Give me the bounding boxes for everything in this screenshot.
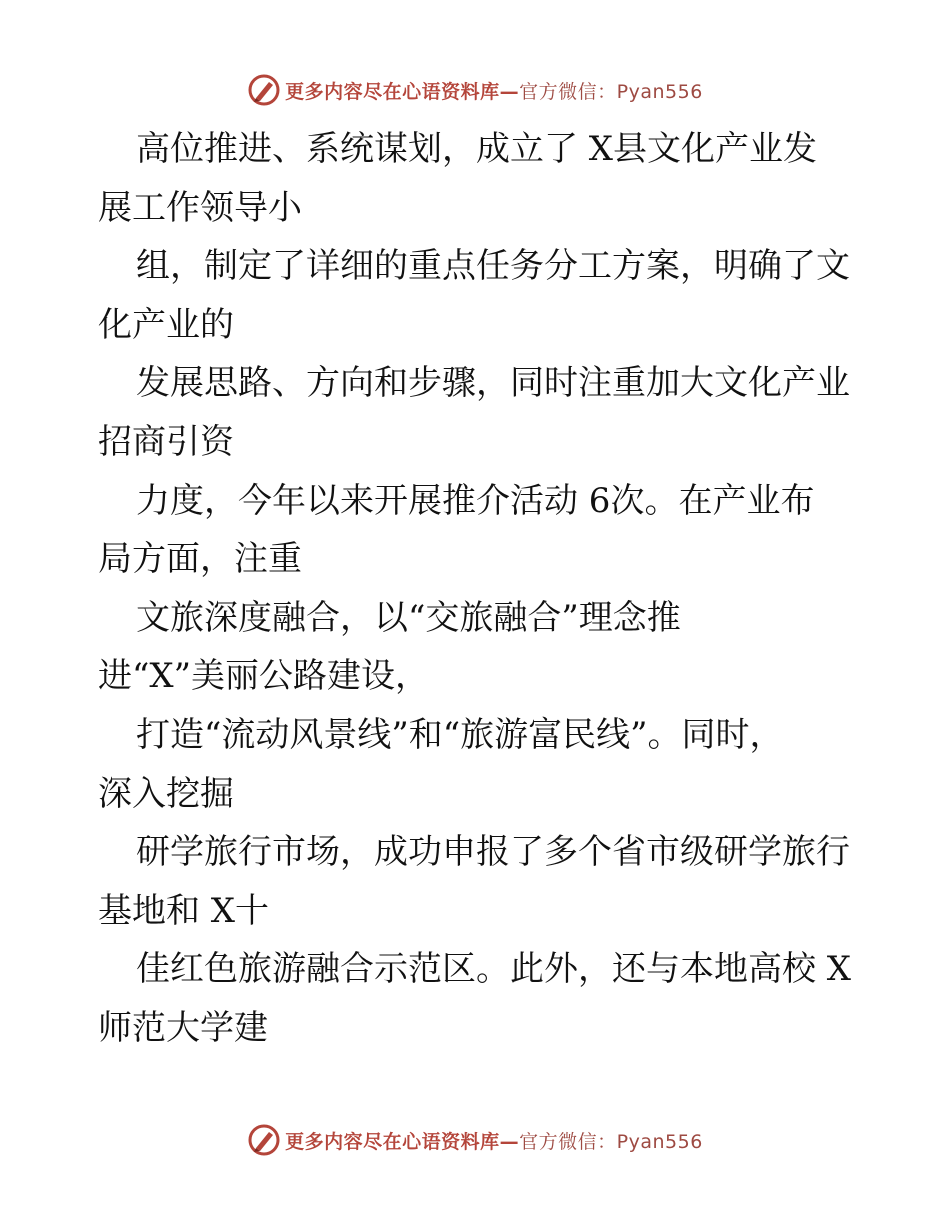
text-line: 发展思路、方向和步骤，同时注重加大文化产业 [136,363,850,404]
document-body [98,120,858,1058]
pen-logo-icon [247,1123,281,1157]
text-line: 深入挖掘 [98,773,234,814]
text-line: 力度，今年以来开展推介活动 6次。在产业布 [136,480,815,521]
header-banner [0,70,950,110]
text-line: 局方面，注重 [98,539,302,580]
text-line: 文旅深度融合，以“交旅融合”理念推 [136,597,681,638]
pen-logo-icon [247,73,281,107]
text-line: 打造“流动风景线”和“旅游富民线”。同时， [136,714,784,755]
text-line: 基地和 X十 [98,890,270,931]
text-line: 佳红色旅游融合示范区。此外，还与本地高校 X [136,949,852,990]
banner-text: 更多内容尽在心语资料库— [285,1130,520,1153]
text-line: 展工作领导小 [98,187,302,228]
text-line: 组，制定了详细的重点任务分工方案，明确了文 [136,246,850,287]
banner-contact: 官方微信：Pyan556 [519,1130,703,1153]
banner-text: 更多内容尽在心语资料库— [285,80,520,103]
banner-contact: 官方微信：Pyan556 [519,80,703,103]
footer-banner [0,1120,950,1160]
text-line: 师范大学建 [98,1007,268,1048]
text-line: 招商引资 [98,421,234,462]
text-line: 化产业的 [98,304,234,345]
text-line: 研学旅行市场，成功申报了多个省市级研学旅行 [136,832,850,873]
text-line: 进“X”美丽公路建设， [98,656,429,697]
text-line: 高位推进、系统谋划，成立了 X县文化产业发 [136,129,818,169]
